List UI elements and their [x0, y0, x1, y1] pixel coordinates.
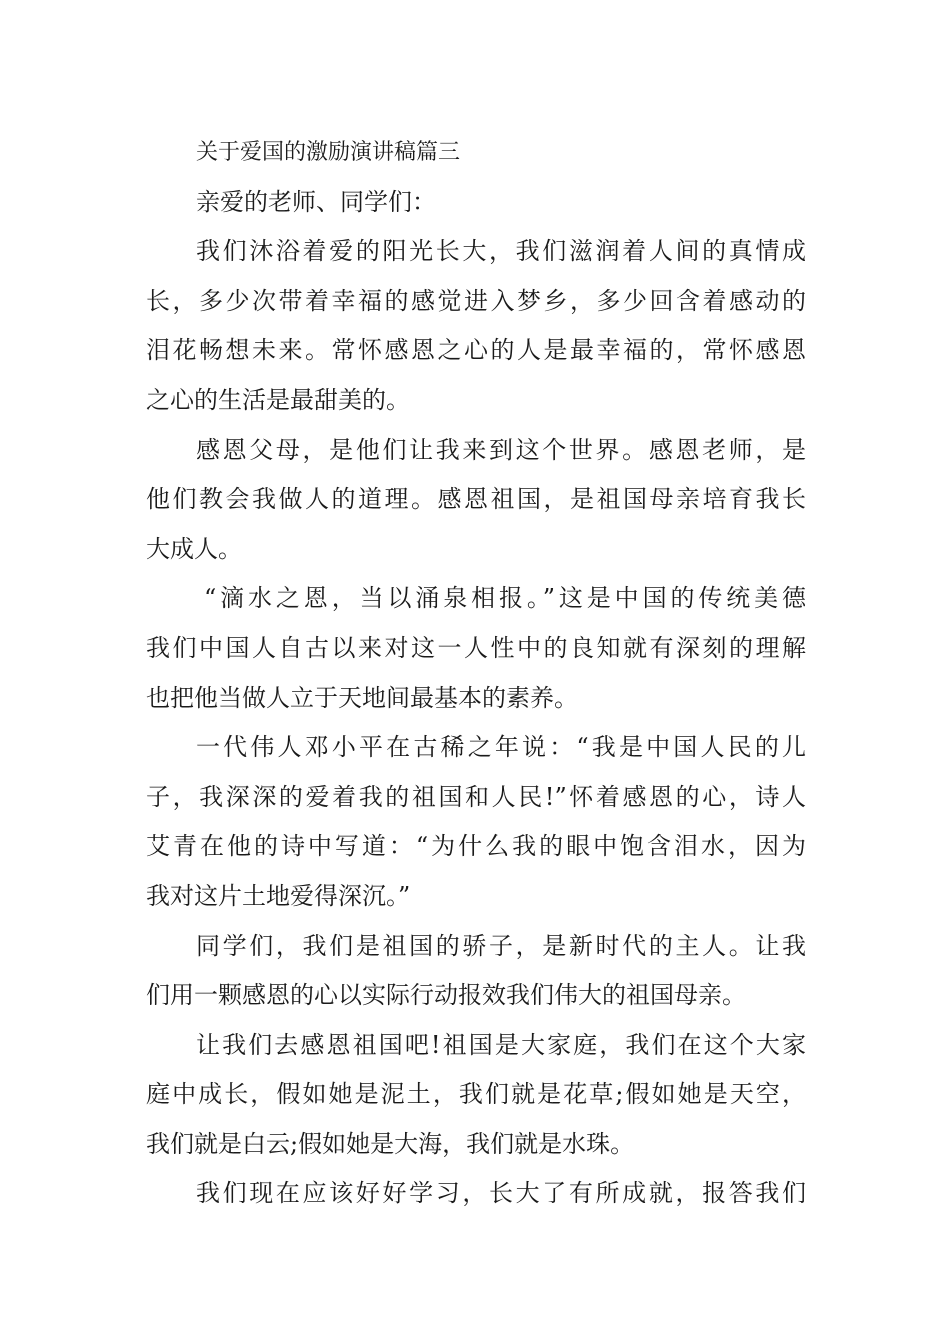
document-title: 关于爱国的激励演讲稿篇三: [196, 140, 461, 165]
paragraph-line: 我们中国人自古以来对这一人性中的良知就有深刻的理解: [146, 633, 806, 662]
paragraph-line: 也把他当做人立于天地间最基本的素养。: [146, 683, 578, 712]
paragraph-line: 艾青在他的诗中写道：“为什么我的眼中饱含泪水，因为: [146, 832, 806, 861]
paragraph-6: [146, 1021, 806, 1170]
paragraph-line: 让我们去感恩祖国吧!祖国是大家庭，我们在这个大家: [196, 1030, 806, 1059]
paragraph-5: [146, 922, 806, 1021]
paragraph-line: 我们现在应该好好学习，长大了有所成就，报答我们: [196, 1179, 806, 1208]
paragraph-line: 我对这片土地爱得深沉。”: [146, 881, 411, 910]
paragraph-line: 一代伟人邓小平在古稀之年说：“我是中国人民的儿: [196, 733, 806, 762]
paragraph-line: 我们就是白云;假如她是大海，我们就是水珠。: [146, 1129, 635, 1158]
greeting: 亲爱的老师、同学们：: [196, 187, 436, 216]
paragraph-line: “滴水之恩，当以涌泉相报。”这是中国的传统美德: [204, 584, 806, 613]
paragraph-3: [146, 574, 806, 723]
paragraph-line: 同学们，我们是祖国的骄子，是新时代的主人。让我: [196, 931, 806, 960]
paragraph-1: [146, 227, 806, 425]
paragraph-line: 长，多少次带着幸福的感觉进入梦乡，多少回含着感动的: [146, 286, 806, 315]
paragraph-line: 感恩父母，是他们让我来到这个世界。感恩老师，是: [196, 435, 806, 464]
paragraph-line: 泪花畅想未来。常怀感恩之心的人是最幸福的，常怀感恩: [146, 336, 806, 365]
paragraph-line: 我们沐浴着爱的阳光长大，我们滋润着人间的真情成: [196, 237, 806, 266]
paragraph-7: [146, 1169, 806, 1219]
paragraph-4: [146, 723, 806, 921]
paragraph-line: 庭中成长，假如她是泥土，我们就是花草;假如她是天空，: [146, 1080, 806, 1109]
paragraph-line: 们用一颗感恩的心以实际行动报效我们伟大的祖国母亲。: [146, 981, 746, 1010]
paragraph-line: 大成人。: [146, 534, 242, 563]
paragraph-line: 他们教会我做人的道理。感恩祖国，是祖国母亲培育我长: [146, 485, 806, 514]
paragraph-2: [146, 426, 806, 575]
paragraph-line: 子，我深深的爱着我的祖国和人民!”怀着感恩的心，诗人: [146, 782, 806, 811]
paragraph-line: 之心的生活是最甜美的。: [146, 385, 410, 414]
document-body: [146, 128, 806, 1219]
